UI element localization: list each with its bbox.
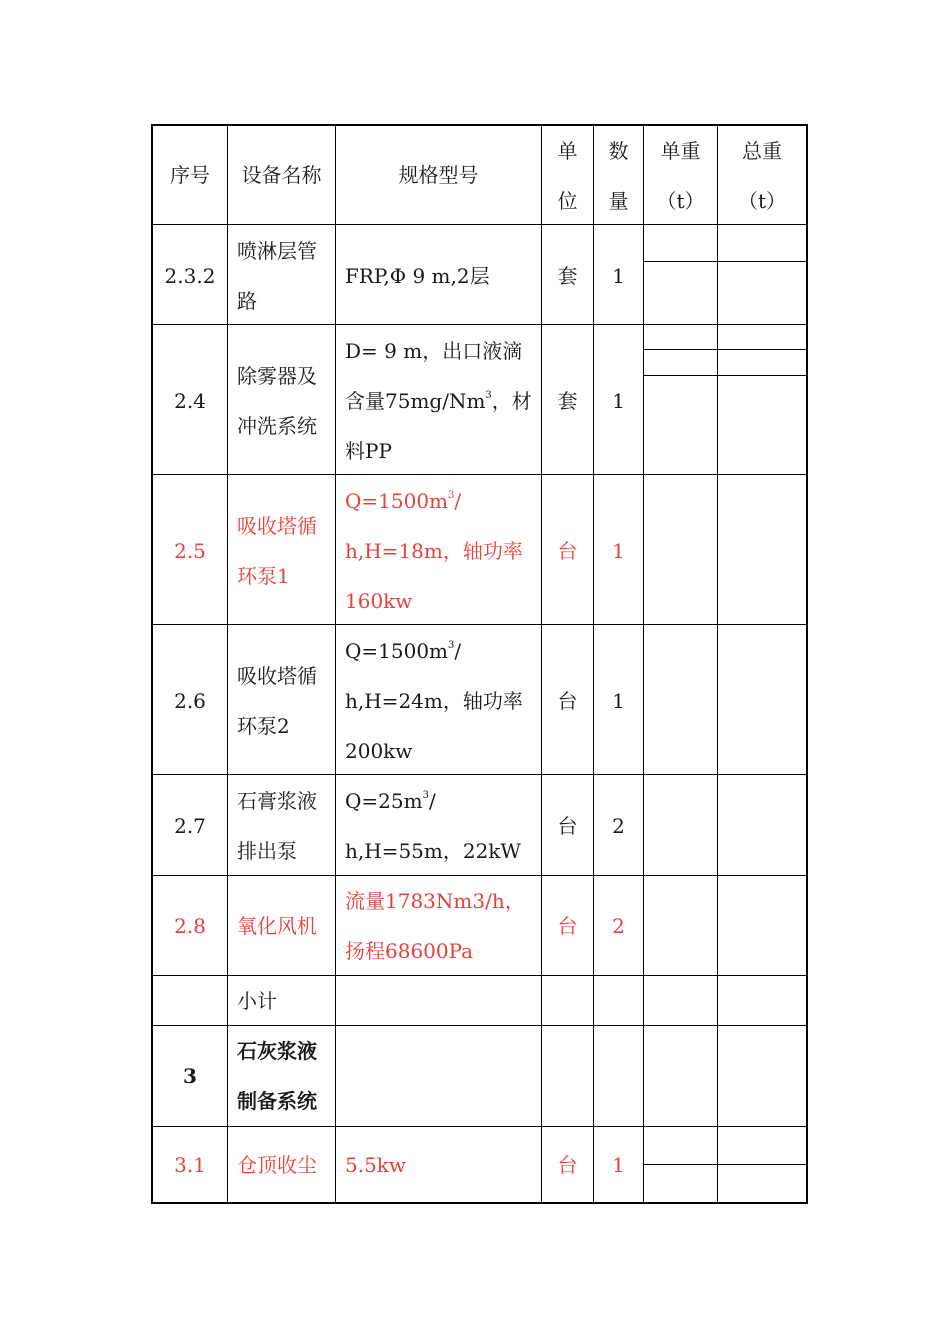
row-spec-line: 料PP [345,439,392,463]
row-qty: 1 [612,689,625,713]
row-qty: 2 [612,814,625,838]
table-border-right [806,124,808,1204]
row-qty: 1 [612,539,625,563]
row-divider [151,624,807,625]
row-unit: 套 [557,389,578,413]
col-divider [335,124,336,1204]
section-name-line: 制备系统 [237,1089,317,1113]
row-name-line: 喷淋层管 [237,239,317,263]
row-unit: 台 [557,814,578,838]
row-name-line: 吸收塔循 [237,514,317,538]
section-name-line: 石灰浆液 [237,1039,317,1063]
row-name-line: 环泵1 [237,564,290,588]
header-unit-weight-2: （t） [656,189,705,213]
row-unit: 台 [557,1153,578,1177]
row-spec-line: h,H=18m，轴功率 [345,539,523,563]
weight-subdivider [643,375,807,376]
section-no: 3 [183,1064,197,1088]
row-name-line: 冲洗系统 [237,414,317,438]
row-no: 2.8 [174,914,206,938]
header-qty-2: 量 [608,189,629,213]
col-divider [643,124,644,1204]
row-no: 2.5 [174,539,206,563]
row-spec-line: $Q=1500m^3/$ [345,489,462,513]
col-divider [717,124,718,1204]
subtotal-label: 小计 [237,989,277,1013]
row-name-line: 环泵2 [237,714,290,738]
weight-subdivider [643,1164,807,1165]
row-divider [151,774,807,775]
header-unit-2: 位 [557,189,578,213]
row-name-line: 仓顶收尘 [237,1153,317,1177]
row-divider [151,1126,807,1127]
weight-subdivider [643,261,807,262]
row-spec-line: FRP,Φ 9 m,2层 [345,264,490,288]
row-qty: 1 [612,389,625,413]
row-qty: 1 [612,1153,625,1177]
header-no: 序号 [170,163,210,187]
row-spec-line: D= 9 m，出口液滴 [345,339,523,363]
header-total-weight-1: 总重 [742,139,782,163]
row-no: 2.4 [174,389,206,413]
header-unit-weight-1: 单重 [660,139,701,163]
row-qty: 1 [612,264,625,288]
row-no: 2.7 [174,814,206,838]
row-name-line: 除雾器及 [237,364,317,388]
row-unit: 台 [557,914,578,938]
row-name-line: 排出泵 [237,839,297,863]
row-unit: 台 [557,539,578,563]
row-name-line: 氧化风机 [237,914,317,938]
header-total-weight-2: （t） [737,189,787,213]
header-name: 设备名称 [241,163,322,187]
row-spec-line: 流量1783Nm3/h， [345,889,525,913]
row-qty: 2 [612,914,625,938]
row-unit: 台 [557,689,578,713]
table-border-bottom [151,1202,807,1204]
header-spec: 规格型号 [398,163,479,187]
row-divider [151,474,807,475]
row-spec-line: 5.5kw [345,1153,407,1177]
row-spec-line: 160kw [345,589,413,613]
row-no: 2.3.2 [164,264,216,288]
row-spec-line: $Q=25m^3/$ [345,789,436,813]
row-no: 2.6 [174,689,206,713]
row-name-line: 路 [237,289,257,313]
row-spec-line: h,H=24m，轴功率 [345,689,523,713]
header-unit-1: 单 [557,139,578,163]
row-spec-line: $Q=1500m^3/$ [345,639,462,663]
row-spec-line: 含量75mg/Nm$^3$，材 [345,389,532,413]
row-name-line: 吸收塔循 [237,664,317,688]
row-spec-line: 200kw [345,739,413,763]
weight-subdivider [643,349,807,350]
header-qty-1: 数 [608,139,629,163]
row-no: 3.1 [174,1153,206,1177]
row-name-line: 石膏浆液 [237,789,317,813]
row-spec-line: 扬程68600Pa [345,939,474,963]
col-divider [227,124,228,1204]
row-spec-line: h,H=55m，22kW [345,839,521,863]
row-unit: 套 [557,264,578,288]
